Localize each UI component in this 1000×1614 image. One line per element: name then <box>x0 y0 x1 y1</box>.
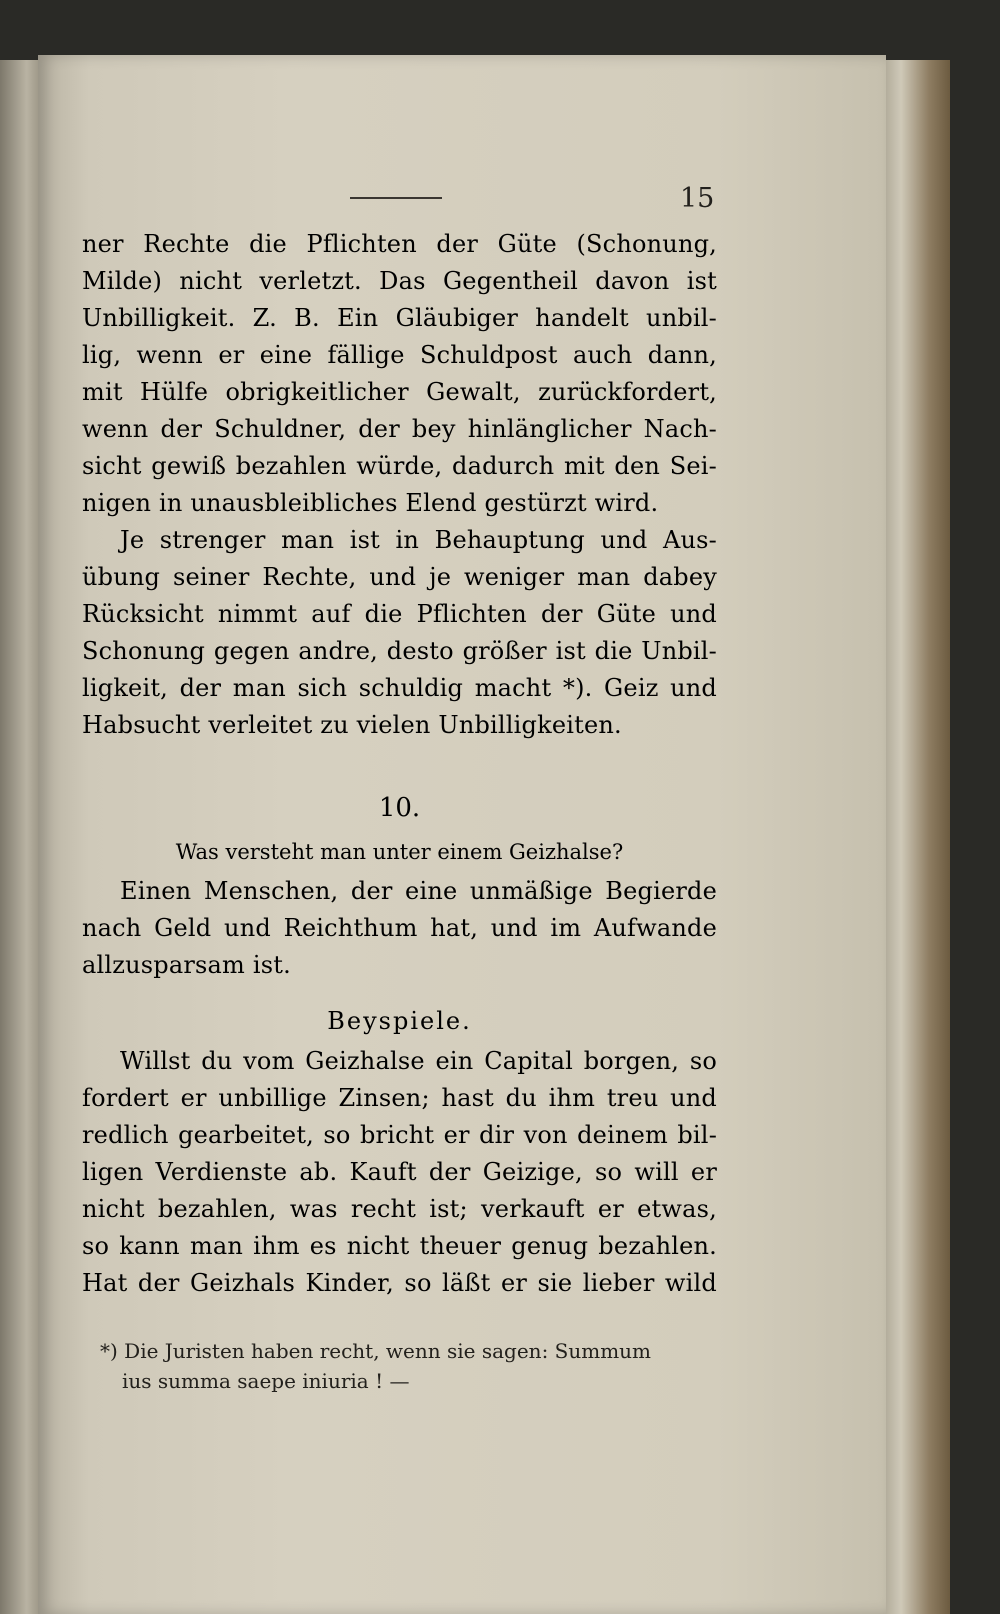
text-line: fordert er unbillige Zinsen; hast du ihm treu und <box>82 1084 717 1112</box>
page-number: 15 <box>680 183 715 214</box>
text-line: übung seiner Rechte, und je weniger man dabey <box>82 563 717 591</box>
footnote-line: ius summa saepe iniuria ! — <box>122 1369 410 1393</box>
text-line: Habsucht verleitet zu vielen Unbilligkeiten. <box>82 711 622 739</box>
text-line: sicht gewiß bezahlen würde, dadurch mit den Sei- <box>82 452 717 480</box>
text-line: nach Geld und Reichthum hat, und im Aufwande <box>82 914 717 942</box>
text-line: mit Hülfe obrigkeitlicher Gewalt, zurückfordert, <box>82 378 717 406</box>
text-line: Je strenger man ist in Behauptung und Aus- <box>120 526 717 554</box>
text-line: Schonung gegen andre, desto größer ist die Unbil- <box>82 637 717 665</box>
text-line: ligkeit, der man sich schuldig macht *). Geiz und <box>82 674 717 702</box>
footnote-line: *) Die Juristen haben recht, wenn sie sagen: Summum <box>100 1339 652 1363</box>
text-line: ner Rechte die Pflichten der Güte (Schonung, <box>82 230 717 258</box>
section-question: Was versteht man unter einem Geizhalse? <box>175 840 624 864</box>
text-line: ligen Verdienste ab. Kauft der Geizige, so will er <box>82 1158 717 1186</box>
facing-page-edge <box>0 60 38 1614</box>
text-line: allzusparsam ist. <box>82 951 291 979</box>
text-line: nicht bezahlen, was recht ist; verkauft er etwas, <box>82 1195 717 1223</box>
text-line: wenn der Schuldner, der bey hinlänglicher Nach- <box>82 415 717 443</box>
text-line: nigen in unausbleibliches Elend gestürzt wird. <box>82 489 659 517</box>
text-line: Rücksicht nimmt auf die Pflichten der Güte und <box>82 600 717 628</box>
text-line: Milde) nicht verletzt. Das Gegentheil davon ist <box>82 267 717 295</box>
text-line: Willst du vom Geizhalse ein Capital borgen, so <box>120 1047 717 1075</box>
text-line: so kann man ihm es nicht theuer genug bezahlen. <box>82 1232 717 1260</box>
text-line: Unbilligkeit. Z. B. Ein Gläubiger handelt unbil- <box>82 304 717 332</box>
book-page-edges <box>880 60 950 1614</box>
text-line: redlich gearbeitet, so bricht er dir von deinem bil- <box>82 1121 717 1149</box>
text-line: Einen Menschen, der eine unmäßige Begierde <box>120 877 717 905</box>
header-rule <box>350 197 442 199</box>
text-line: lig, wenn er eine fällige Schuldpost auch dann, <box>82 341 717 369</box>
examples-heading: Beyspiele. <box>327 1007 472 1035</box>
section-number: 10. <box>378 793 421 823</box>
text-line: Hat der Geizhals Kinder, so läßt er sie lieber wild <box>82 1269 717 1297</box>
